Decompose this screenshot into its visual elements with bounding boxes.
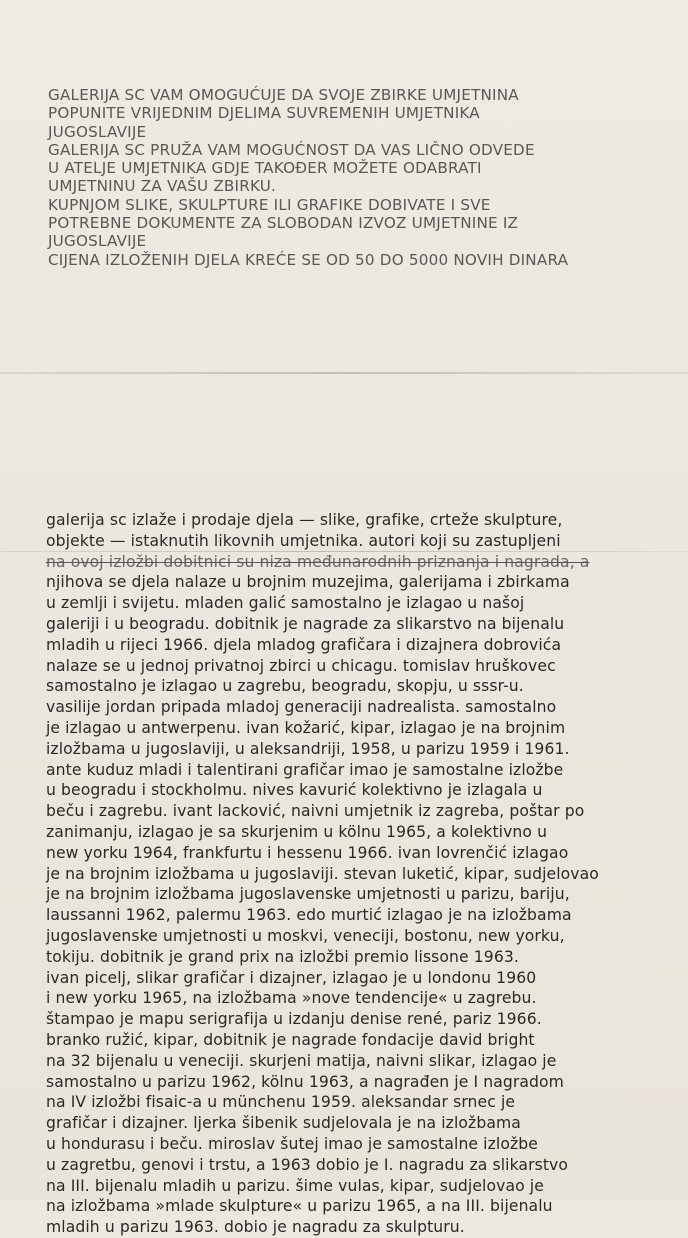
intro-line: JUGOSLAVIJE <box>48 232 147 251</box>
body-line: izložbama u jugoslaviji, u aleksandriji, 1958, u parizu 1959 i 1961. <box>46 739 570 758</box>
body-line: galeriji i u beogradu. dobitnik je nagrade za slikarstvo na bijenalu <box>46 614 565 633</box>
body-line: laussanni 1962, palermu 1963. edo murtić izlagao je na izložbama <box>46 906 572 925</box>
intro-line: POPUNITE VRIJEDNIM DJELIMA SUVREMENIH UMJETNIKA <box>48 104 480 123</box>
body-line: vasilije jordan pripada mladoj generaciji nadrealista. samostalno <box>46 698 557 717</box>
body-line: branko ružić, kipar, dobitnik je nagrade fondacije david bright <box>46 1030 535 1049</box>
body-line: jugoslavenske umjetnosti u moskvi, veneciji, bostonu, new yorku, <box>46 926 565 945</box>
body-line: mladih u rijeci 1966. djela mladog grafičara i dizajnera dobrovića <box>46 635 562 654</box>
body-line: tokiju. dobitnik je grand prix na izložbi premio lissone 1963. <box>46 947 519 966</box>
intro-line: GALERIJA SC VAM OMOGUĆUJE DA SVOJE ZBIRKE UMJETNINA <box>48 86 519 104</box>
body-line: u beogradu i stockholmu. nives kavurić kolektivno je izlagala u <box>46 781 543 800</box>
body-line: na izložbama »mlade skulpture« u parizu 1965, a na III. bijenalu <box>46 1197 553 1216</box>
body-line: zanimanju, izlagao je sa skurjenim u kölnu 1965, a kolektivno u <box>46 822 548 841</box>
body-line: ivan picelj, slikar grafičar i dizajner, izlagao je u londonu 1960 <box>46 968 537 987</box>
body-line: mladih u parizu 1963. dobio je nagradu za skulpturu. <box>46 1218 465 1237</box>
body-line: beču i zagrebu. ivant lacković, naivni umjetnik iz zagreba, poštar po <box>46 802 585 821</box>
body-line: new yorku 1964, frankfurtu i hessenu 1966. ivan lovrenčić izlagao <box>46 843 569 862</box>
body-line: samostalno je izlagao u zagrebu, beogradu, skopju, u sssr-u. <box>46 677 524 696</box>
body-line: na III. bijenalu mladih u parizu. šime vulas, kipar, sudjelovao je <box>46 1176 544 1195</box>
intro-text-block <box>48 86 568 269</box>
intro-line: UMJETNINU ZA VAŠU ZBIRKU. <box>48 177 277 196</box>
body-line: objekte — istaknutih likovnih umjetnika. autori koji su zastupljeni <box>46 531 561 550</box>
body-line: u zemlji i svijetu. mladen galić samostalno je izlagao u našoj <box>46 594 525 613</box>
body-line: galerija sc izlaže i prodaje djela — slike, grafike, crteže skulpture, <box>46 511 563 529</box>
body-line: na IV izložbi fisaic-a u münchenu 1959. aleksandar srnec je <box>46 1093 516 1112</box>
body-line: samostalno u parizu 1962, kölnu 1963, a nagrađen je I nagradom <box>46 1072 564 1091</box>
intro-line: JUGOSLAVIJE <box>48 122 147 141</box>
body-line: je izlagao u antwerpenu. ivan kožarić, kipar, izlagao je na brojnim <box>46 718 566 737</box>
intro-line: POTREBNE DOKUMENTE ZA SLOBODAN IZVOZ UMJETNINE IZ <box>48 214 519 233</box>
body-line: je na brojnim izložbama jugoslavenske umjetnosti u parizu, bariju, <box>46 885 570 904</box>
body-line: štampao je mapu serigrafija u izdanju denise rené, pariz 1966. <box>46 1010 542 1029</box>
body-line: grafičar i dizajner. ljerka šibenik sudjelovala je na izložbama <box>46 1114 521 1133</box>
body-line: u hondurasu i beču. miroslav šutej imao je samostalne izložbe <box>46 1134 538 1153</box>
body-line: na ovoj izložbi dobitnici su niza međunarodnih priznanja i nagrada, a <box>46 552 590 571</box>
paper-crease <box>0 372 688 374</box>
body-text-block <box>46 510 599 1238</box>
body-line: ante kuduz mladi i talentirani grafičar imao je samostalne izložbe <box>46 760 564 779</box>
intro-line: GALERIJA SC PRUŽA VAM MOGUĆNOST DA VAS LIČNO ODVEDE <box>48 140 535 159</box>
body-line: na 32 bijenalu u veneciji. skurjeni matija, naivni slikar, izlagao je <box>46 1051 557 1070</box>
body-line: u zagretbu, genovi i trstu, a 1963 dobio je I. nagradu za slikarstvo <box>46 1155 569 1174</box>
body-line: i new yorku 1965, na izložbama »nove tendencije« u zagrebu. <box>46 989 537 1008</box>
intro-line: CIJENA IZLOŽENIH DJELA KREĆE SE OD 50 DO 5000 NOVIH DINARA <box>48 250 569 269</box>
intro-line: KUPNJOM SLIKE, SKULPTURE ILI GRAFIKE DOBIVATE I SVE <box>48 195 491 214</box>
body-line: je na brojnim izložbama u jugoslaviji. stevan luketić, kipar, sudjelovao <box>46 864 599 883</box>
body-line: njihova se djela nalaze u brojnim muzejima, galerijama i zbirkama <box>46 573 570 592</box>
intro-line: U ATELJE UMJETNIKA GDJE TAKOĐER MOŽETE ODABRATI <box>48 159 482 178</box>
body-line: nalaze se u jednoj privatnoj zbirci u chicagu. tomislav hruškovec <box>46 656 556 675</box>
